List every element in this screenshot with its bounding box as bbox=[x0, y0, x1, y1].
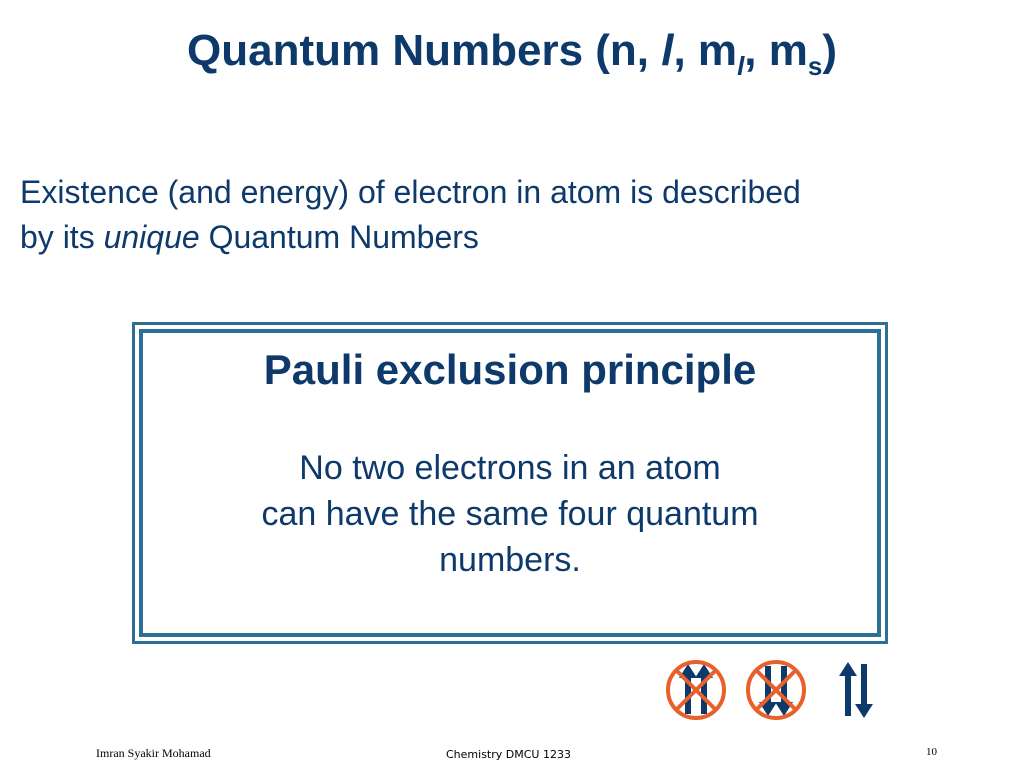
principle-line-1: No two electrons in an atom bbox=[299, 449, 721, 487]
principle-line-3: numbers. bbox=[439, 541, 581, 579]
intro-line-2 bbox=[20, 215, 1010, 260]
pauli-principle-box bbox=[132, 322, 888, 644]
intro-text bbox=[20, 170, 1010, 260]
pauli-principle-box-inner bbox=[139, 329, 881, 637]
title-ml-subscript: l bbox=[737, 51, 745, 81]
both-down-arrows-crossed-icon bbox=[744, 658, 808, 722]
up-down-arrows-icon bbox=[834, 658, 878, 722]
title-text: , m bbox=[673, 26, 738, 75]
footer-author: Imran Syakir Mohamad bbox=[96, 746, 211, 760]
title-text: Quantum Numbers (n, bbox=[187, 26, 662, 75]
title-ms-subscript: s bbox=[807, 51, 823, 81]
footer-course: Chemistry DMCU 1233 bbox=[446, 748, 571, 761]
footer-page-number: 10 bbox=[926, 746, 937, 758]
title-l-symbol: l bbox=[661, 26, 674, 75]
intro-line-2-start: by its bbox=[20, 219, 104, 255]
both-up-arrows-crossed-icon bbox=[664, 658, 728, 722]
intro-line-2-end: Quantum Numbers bbox=[199, 219, 479, 255]
principle-statement bbox=[143, 445, 877, 583]
slide-title bbox=[0, 24, 1024, 81]
intro-line-1: Existence (and energy) of electron in atom is described bbox=[20, 174, 801, 210]
title-text: ) bbox=[822, 26, 837, 75]
principle-heading: Pauli exclusion principle bbox=[263, 346, 757, 393]
title-text: , m bbox=[744, 26, 808, 75]
principle-line-2: can have the same four quantum bbox=[261, 495, 759, 533]
intro-emphasis: unique bbox=[103, 219, 200, 255]
